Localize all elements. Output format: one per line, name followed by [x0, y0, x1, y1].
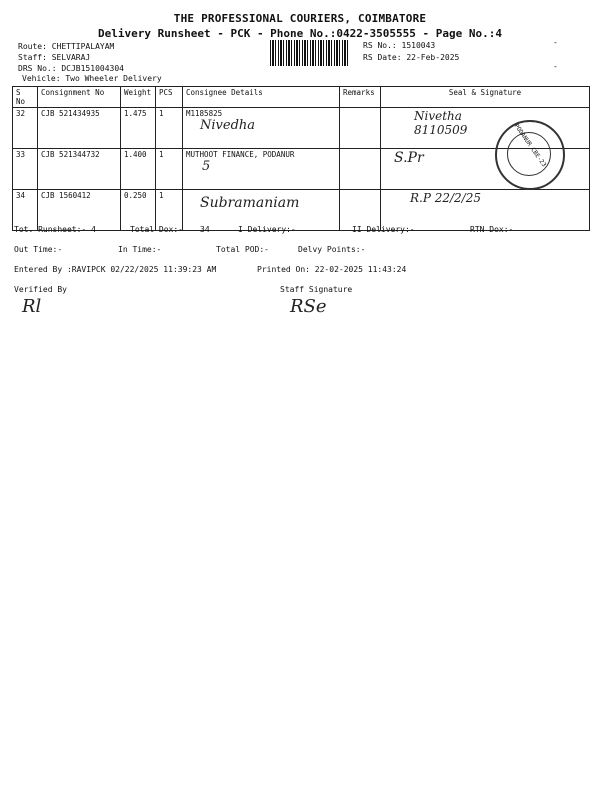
verified-by-label: Verified By	[14, 285, 67, 294]
col-consignee: Consignee Details	[183, 87, 340, 108]
col-weight: Weight	[121, 87, 156, 108]
col-pcs: PCS	[156, 87, 183, 108]
col-seal: Seal & Signature	[381, 87, 590, 108]
consignee-handwriting: Nivedha	[200, 118, 256, 133]
cell-remarks	[340, 108, 381, 149]
cell-weight: 0.250	[121, 190, 156, 231]
i-delivery: I Delivery:-	[238, 225, 296, 234]
cell-consignment: CJB 1560412	[38, 190, 121, 231]
cell-pcs: 1	[156, 108, 183, 149]
table-header-row	[13, 87, 590, 108]
consignee-handwriting: Subramaniam	[200, 195, 300, 211]
cell-consignment: CJB 521344732	[38, 149, 121, 190]
delivery-points: Delvy Points:-	[298, 245, 366, 254]
entered-by: Entered By :RAVIPCK 02/22/2025 11:39:23 AM	[14, 265, 217, 274]
verifier-signature: Rl	[22, 296, 42, 317]
cell-remarks	[340, 149, 381, 190]
receiver-signature: R.P 22/2/25	[410, 191, 481, 205]
cell-pcs: 1	[156, 190, 183, 231]
staff-signature-label: Staff Signature	[280, 285, 353, 294]
receiver-signature: Nivetha 8110509	[414, 109, 468, 137]
stamp-text: PODANUR CBE-23	[512, 122, 548, 169]
staff-signature: RSe	[290, 296, 327, 317]
out-time: Out Time:-	[14, 245, 63, 254]
total-dox-label: Total Dox:-	[130, 225, 183, 234]
consignee-handwriting: 5	[202, 159, 211, 174]
margin-mark: -	[553, 62, 558, 71]
rtn-dox: RTN Dox:-	[470, 225, 514, 234]
company-title: THE PROFESSIONAL COURIERS, COIMBATORE	[173, 12, 427, 25]
cell-weight: 1.475	[121, 108, 156, 149]
ii-delivery: II Delivery:-	[352, 225, 415, 234]
rs-number: RS No.: 1510043	[363, 41, 436, 50]
margin-mark: -	[553, 38, 558, 47]
runsheet-subtitle: Delivery Runsheet - PCK - Phone No.:0422-3505555 - Page No.:4	[98, 27, 502, 40]
rs-date: RS Date: 22-Feb-2025	[363, 53, 460, 62]
cell-pcs: 1	[156, 149, 183, 190]
total-runsheet: Tot. Runsheet:- 4	[14, 225, 96, 234]
col-remarks: Remarks	[340, 87, 381, 108]
total-dox-value: 34	[200, 225, 210, 234]
route: Route: CHETTIPALAYAM	[18, 42, 115, 51]
drs-number: DRS No.: DCJB151004304	[18, 64, 124, 73]
in-time: In Time:-	[118, 245, 162, 254]
receiver-signature: S.Pr	[394, 150, 424, 166]
cell-weight: 1.400	[121, 149, 156, 190]
cell-sno: 32	[13, 108, 38, 149]
col-consignment: Consignment No	[38, 87, 121, 108]
cell-sno: 34	[13, 190, 38, 231]
vehicle: Vehicle: Two Wheeler Delivery	[22, 74, 162, 83]
cell-consignee	[183, 108, 340, 149]
cell-consignee	[183, 149, 340, 190]
consignee-code: M1185825	[186, 109, 223, 118]
cell-consignment: CJB 521434935	[38, 108, 121, 149]
consignee-name: MUTHOOT FINANCE, PODANUR	[186, 150, 295, 159]
printed-on: Printed On: 22-02-2025 11:43:24	[257, 265, 407, 274]
col-sno: S No	[13, 87, 38, 108]
office-seal-stamp	[495, 120, 565, 190]
barcode	[270, 40, 350, 66]
total-pod: Total POD:-	[216, 245, 269, 254]
staff: Staff: SELVARAJ	[18, 53, 91, 62]
cell-sno: 33	[13, 149, 38, 190]
